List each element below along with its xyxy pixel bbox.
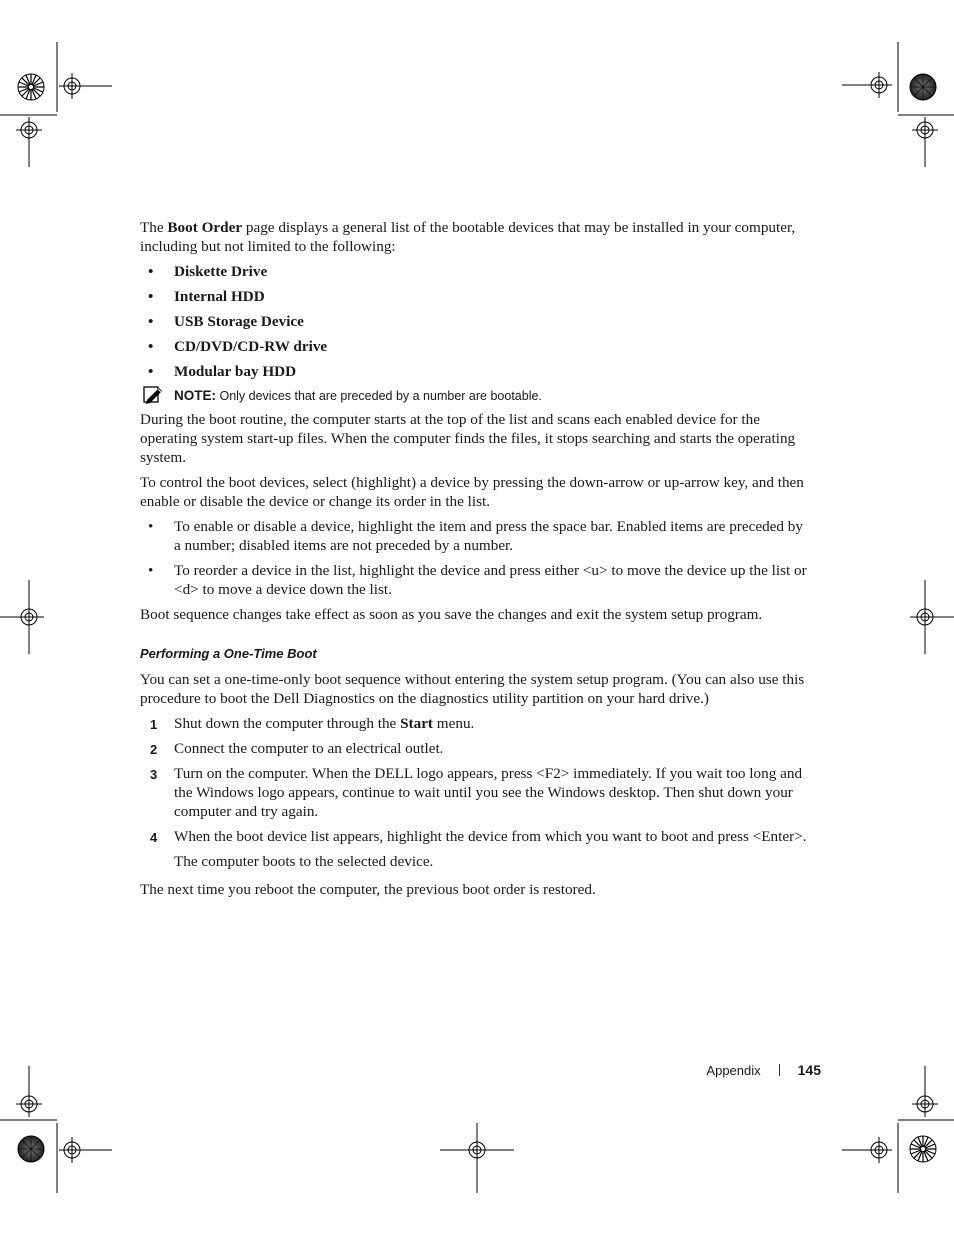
bullet-icon: • xyxy=(148,363,154,380)
device-name: Internal HDD xyxy=(174,288,265,305)
step-number: 2 xyxy=(150,742,158,757)
step-text: Connect the computer to an electrical outlet. xyxy=(174,740,444,757)
step-result: The computer boots to the selected device. xyxy=(174,853,434,870)
boot-routine-paragraph: During the boot routine, the computer starts at the top of the list and scans each enabled device for the operating system start-up files. When the computer finds the files, it stops searching and starts the operating system. xyxy=(140,411,796,466)
step-strong: Start xyxy=(400,715,433,732)
onetime-paragraph: You can set a one-time-only boot sequence without entering the system setup program. (You can also use this procedure to boot the Dell Diagnostics on the diagnostics utility partition on your hard drive.) xyxy=(140,671,805,707)
final-paragraph: The next time you reboot the computer, the previous boot order is restored. xyxy=(140,881,596,898)
step-item xyxy=(140,764,812,821)
intro-post: page displays a general list of the bootable devices that may be installed in your computer, including but not limited to the following: xyxy=(140,219,796,255)
section-heading: Performing a One-Time Boot xyxy=(140,646,317,661)
device-name: Diskette Drive xyxy=(174,263,268,280)
control-paragraph: To control the boot devices, select (highlight) a device by pressing the down-arrow or up-arrow key, and then enable or disable the device or change its order in the list. xyxy=(140,474,804,510)
page-body xyxy=(140,218,812,905)
intro-strong: Boot Order xyxy=(167,219,243,236)
step-number: 3 xyxy=(150,767,158,782)
note-text: Only devices that are preceded by a number are bootable. xyxy=(216,389,542,403)
intro-pre: The xyxy=(140,219,168,236)
device-name: USB Storage Device xyxy=(174,313,304,330)
step-item xyxy=(140,739,812,758)
steps-list xyxy=(140,714,812,846)
list-item xyxy=(140,517,812,555)
device-name: Modular bay HDD xyxy=(174,363,297,380)
changes-paragraph: Boot sequence changes take effect as soon as you save the changes and exit the system setup program. xyxy=(140,606,763,623)
instruction-text: To reorder a device in the list, highlight the device and press either <u> to move the device up the list or <d> to move a device down the list. xyxy=(174,562,807,598)
step-text: When the boot device list appears, highlight the device from which you want to boot and press <Enter>. xyxy=(174,828,807,845)
step-text: Turn on the computer. When the DELL logo appears, press <F2> immediately. If you wait too long and the Windows logo appears, continue to wait until you see the Windows desktop. Then shut down your computer and try again. xyxy=(174,765,803,820)
bullet-icon: • xyxy=(148,338,154,355)
footer-divider xyxy=(779,1064,780,1076)
intro-paragraph xyxy=(140,218,812,256)
note-box xyxy=(140,387,812,405)
device-name: CD/DVD/CD-RW drive xyxy=(174,338,328,355)
step-number: 1 xyxy=(150,717,158,732)
note-label: NOTE: xyxy=(174,388,216,403)
pencil-note-icon xyxy=(143,385,163,405)
page-number: 145 xyxy=(797,1062,821,1078)
list-item xyxy=(140,561,812,599)
bullet-icon: • xyxy=(148,562,154,579)
list-item xyxy=(140,262,812,281)
list-item xyxy=(140,337,812,356)
bullet-icon: • xyxy=(148,518,154,535)
list-item xyxy=(140,287,812,306)
bootable-device-list xyxy=(140,262,812,381)
step-text: Shut down the computer through the xyxy=(174,715,401,732)
step-number: 4 xyxy=(150,830,158,845)
step-text-post: menu. xyxy=(433,715,475,732)
page-footer xyxy=(706,1062,821,1078)
list-item xyxy=(140,312,812,331)
step-item xyxy=(140,827,812,846)
control-instructions-list xyxy=(140,517,812,599)
list-item xyxy=(140,362,812,381)
bullet-icon: • xyxy=(148,288,154,305)
footer-section: Appendix xyxy=(706,1062,761,1078)
step-item xyxy=(140,714,812,733)
instruction-text: To enable or disable a device, highlight the item and press the space bar. Enabled items are preceded by a number; disabled items are not preceded by a number. xyxy=(174,518,803,554)
bullet-icon: • xyxy=(148,263,154,280)
bullet-icon: • xyxy=(148,313,154,330)
